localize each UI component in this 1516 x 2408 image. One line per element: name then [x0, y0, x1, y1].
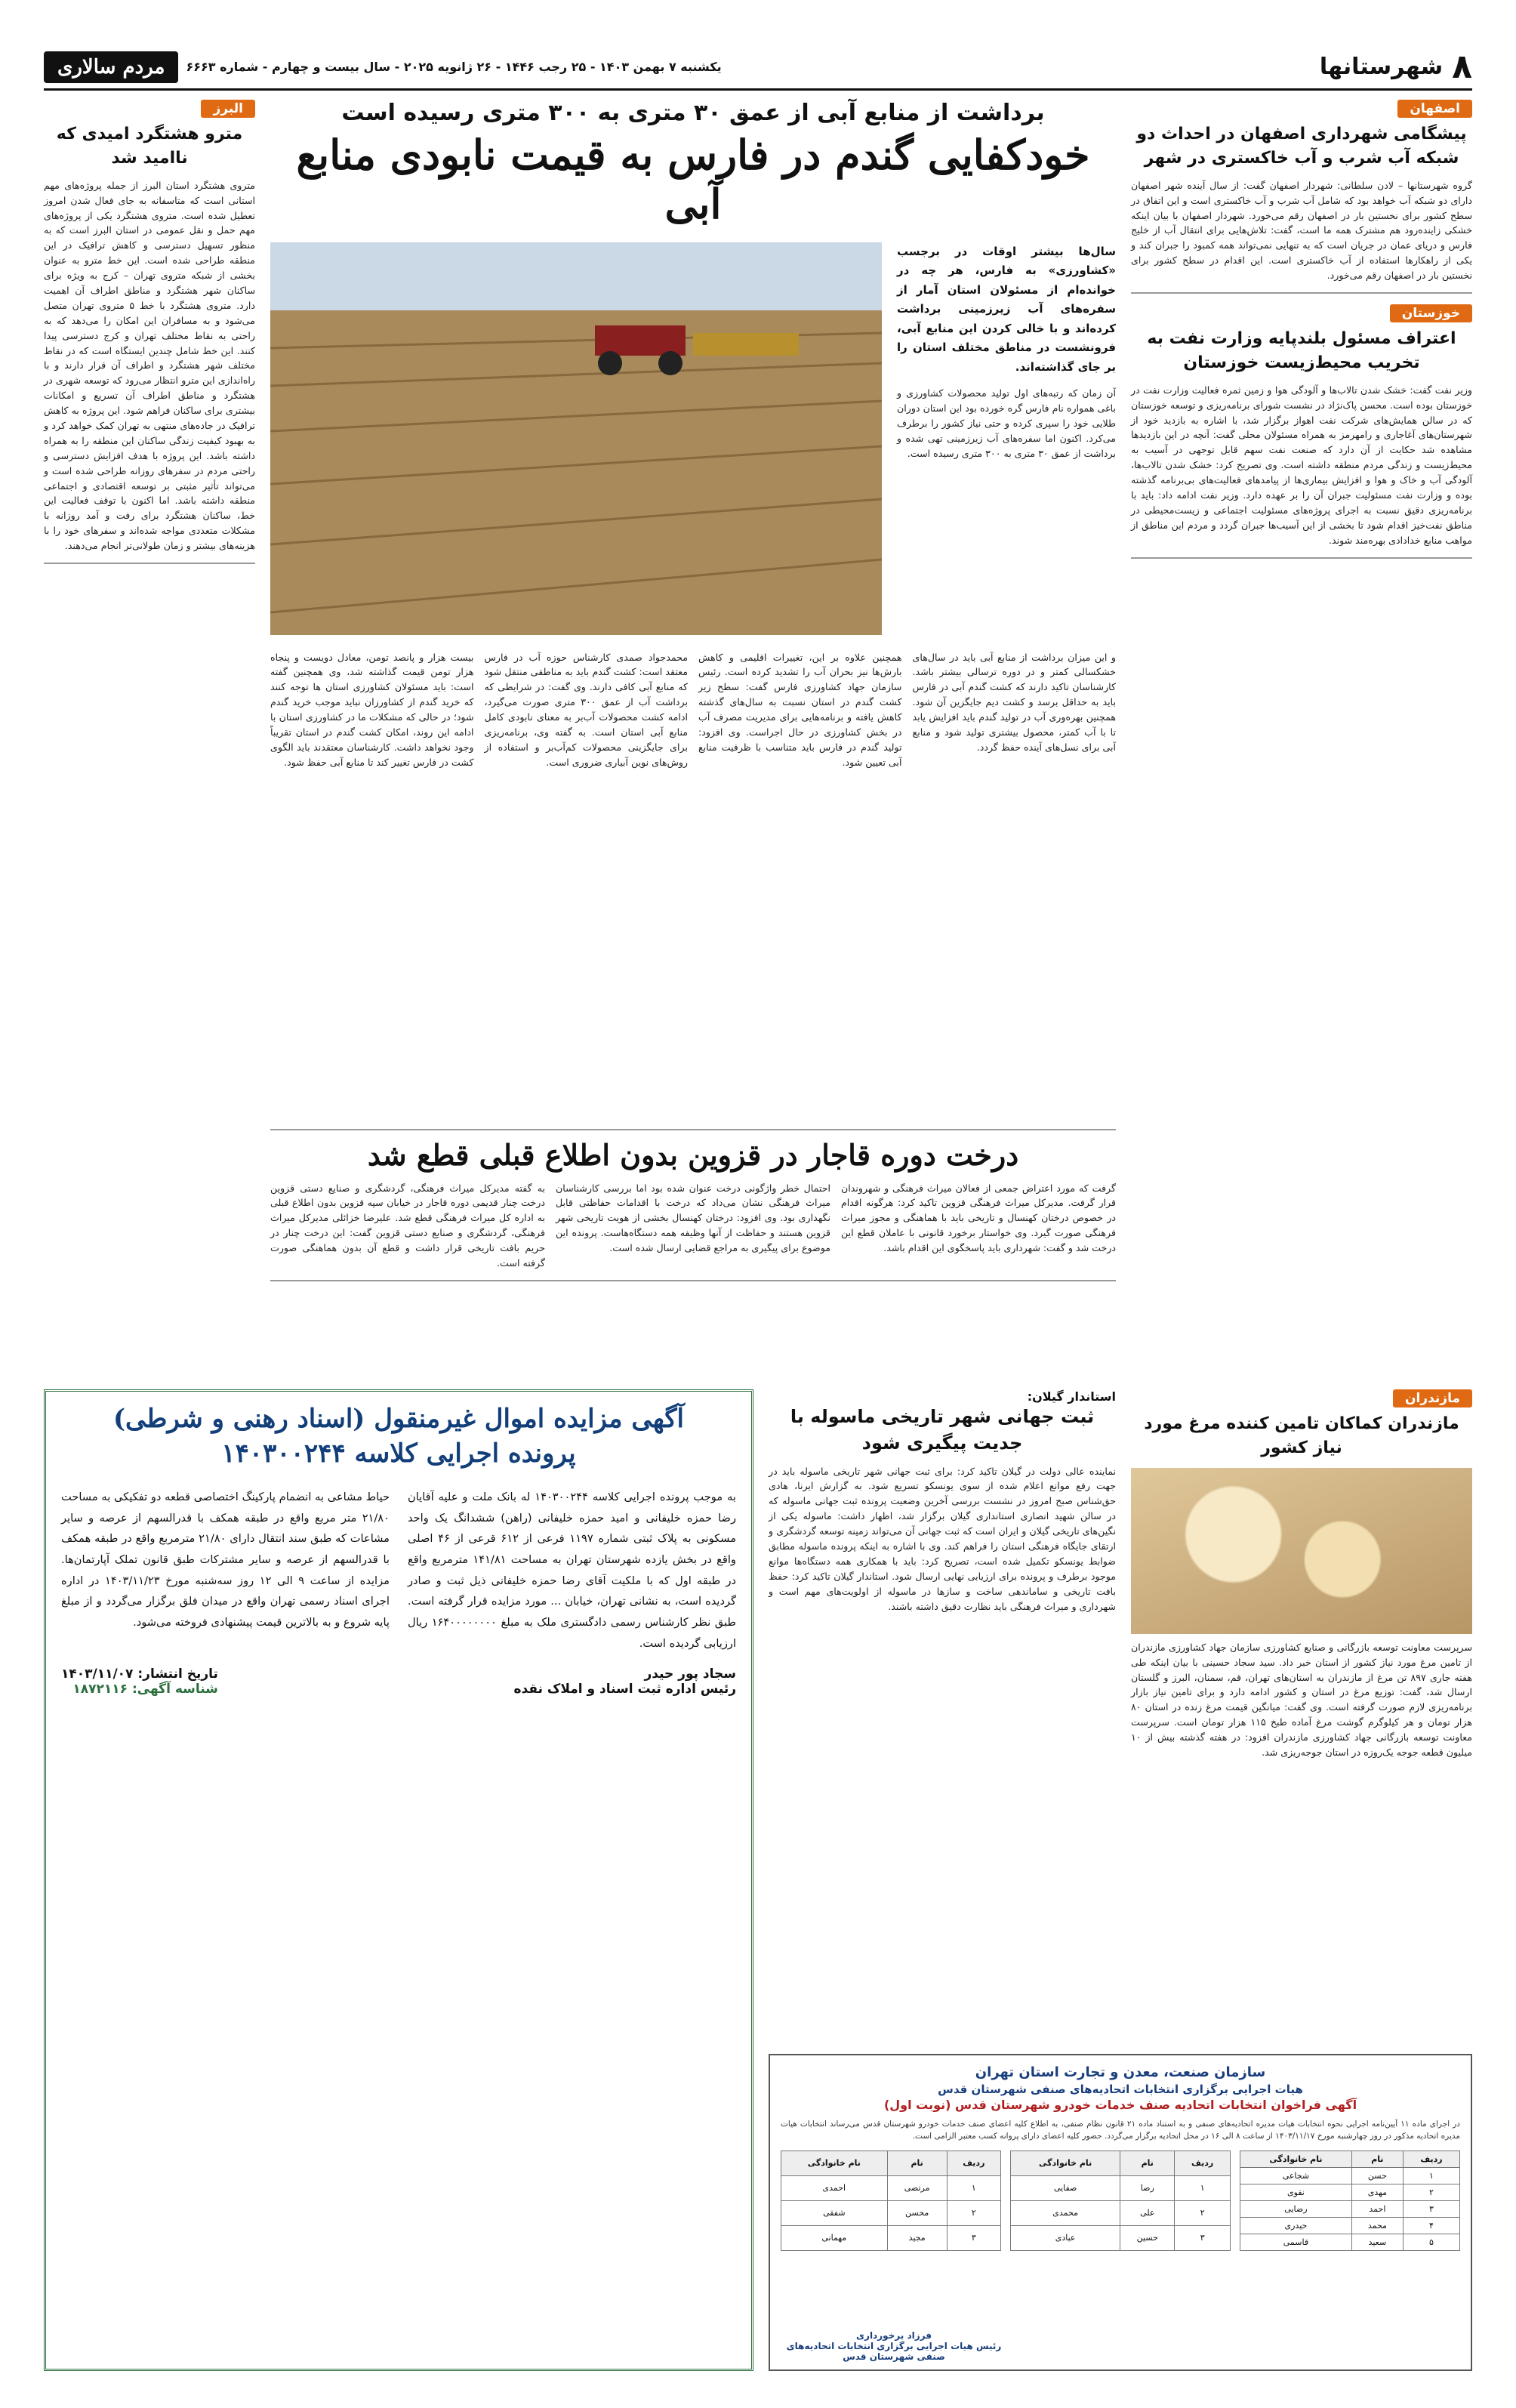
feature-headline: خودکفایی گندم در فارس به قیمت نابودی منابع آبی	[296, 131, 1090, 228]
feature-col-4: و این میزان برداشت از منابع آبی باید در سال‌های خشکسالی کمتر و در دوره ترسالی بیشتر باشد. کارشناسان تاکید دارند که کشت گندم آبی در فارس باید به حداقل برسد و کشت دیم جایگزین آن شود. همچنین بهره‌وری آب در تولید گندم باید افزایش یابد تا با آب کمتر، محصول بیشتری تولید شود و منابع آبی برای نسل‌های آینده حفظ گردد.	[912, 651, 1116, 753]
wheat-field-photo	[270, 242, 882, 635]
table-header-cell: ردیف	[1175, 2151, 1231, 2175]
feature-story	[270, 242, 1116, 1118]
ad-date: تاریخ انتشار: ۱۴۰۳/۱۱/۰۷	[61, 1666, 218, 1682]
auction-ad	[44, 1389, 753, 2371]
table-cell: ۴	[1403, 2217, 1459, 2234]
isfahan-headline: پیشگامی شهرداری اصفهان در احداث دو شبکه آب شرب و آب خاکستری در شهر	[1136, 125, 1467, 168]
isfahan-body: گروه شهرستانها – لادن سلطانی: شهردار اصفهان گفت: از سال آینده شهر اصفهان دارای دو شبکه آب خواهد بود که شامل آب شرب و آب خاکستری است و این اتفاق در سطح کشور برای نخستین بار در اصفهان رقم می‌خورد. شهردار اصفهان با بیان اینکه خشکی زاینده‌رود هم مشترک همه ما است، گفت: تلاش‌هایی برای انتقال آب از خلیج فارس و دریای عمان در جریان است که به تنهایی نمی‌تواند همه کمبود را جبران کند و یکی از راهکارها استفاده از آب خاکستری است. این اقدام در سطح کشور برای نخستین بار در اصفهان رقم می‌خورد.	[1131, 179, 1472, 282]
tag-isfahan: اصفهان	[1397, 100, 1472, 118]
table-cell: ۲	[947, 2200, 1000, 2225]
alborz-body: متروی هشتگرد استان البرز از جمله پروژه‌های مهم استانی است که متاسفانه به جای فعال شدن امروز تعطیل شده است. متروی هشتگرد یکی از پروژه‌های مهم حمل و نقل عمومی در استان البرز است که به منظور تسهیل دسترسی و کاهش ترافیک در این منطقه طراحی شده است. این خط مترو به عنوان بخشی از شبکه متروی تهران – کرج به ویژه برای ساکنان شهر هشتگرد و مناطق اطراف آن اهمیت دارد. متروی هشتگرد با خط ۵ متروی تهران متصل می‌شود و به مسافران این امکان را می‌دهد که به راحتی به نقاط مختلف تهران و کرج دسترسی پیدا کنند. این خط شامل چندین ایستگاه است که در نقاط مختلف شهر هشتگرد و اطراف آن قرار دارند و با راه‌اندازی این مترو انتظار می‌رود که توسعه شهری در هشتگرد و مناطق اطراف آن تسریع و امکانات بیشتری برای ساکنان فراهم شود. این پروژه به کاهش ترافیک در جاده‌های منتهی به تهران کمک خواهد کرد و به بهبود کیفیت زندگی ساکنان این منطقه را به همراه داشته باشد. این پروژه با هدف افزایش دسترسی و راحتی مردم در سفرهای روزانه طراحی شده است و می‌تواند تأثیر مثبتی بر توسعه اقتصادی و اجتماعی منطقه داشته باشد. اما اکنون با توقف فعالیت این خط، ساکنان هشتگرد برای رفت و آمد روزانه با مشکلات متعددی مواجه شده‌اند و سفرهای خود را با هزینه‌های بیشتر و زمان طولانی‌تر انجام می‌دهند.	[44, 179, 255, 552]
table-cell: سعید	[1351, 2234, 1403, 2250]
table-header-cell: نام خانوادگی	[781, 2151, 888, 2175]
table-header-row	[1240, 2151, 1460, 2167]
ad-code: شناسه آگهی: ۱۸۷۲۱۱۶	[72, 1681, 218, 1697]
table-cell: ۵	[1403, 2234, 1459, 2250]
tag-khuzestan: خوزستان	[1390, 304, 1472, 322]
table-cell: ۲	[1403, 2184, 1459, 2200]
masouleh-body: نماینده عالی دولت در گیلان تاکید کرد: برای ثبت جهانی شهر تاریخی ماسوله باید در جهت رفع موانع اعلام شده از سوی یونسکو تسریع شود. به گزارش ایرنا، هادی حق‌شناس صبح امروز در نشست بررسی آخرین وضعیت پرونده ثبت جهانی ماسوله که در سالن شهید انصاری استانداری گیلان برگزار شد، اظهار داشت: ماسوله یکی از نگین‌های تاریخی گیلان و ایران است که ثبت جهانی آن می‌تواند زمینه توسعه گردشگری و ارتقای جایگاه فرهنگی استان را فراهم کند. وی با اشاره به اینکه پرونده ماسوله مطابق ضوابط یونسکو تکمیل شده است، تصریح کرد: باید با همکاری همه دستگاه‌ها موانع موجود برطرف و پرونده برای ارزیابی نهایی ارسال شود. استاندار گیلان تاکید کرد: حفظ بافت تاریخی و ساماندهی ساخت و سازها در ماسوله از اولویت‌های مهم است و شهرداری و میراث فرهنگی باید نظارت دقیق داشته باشند.	[769, 1465, 1116, 1612]
table-cell: ۲	[1175, 2200, 1231, 2225]
table-row	[1011, 2200, 1231, 2225]
poultry-farm-photo	[1131, 1468, 1472, 1634]
table-cell: علی	[1120, 2200, 1175, 2225]
feature-lead-text: سال‌ها بیشتر اوقات در برجسب «کشاورزی» به فارس، هر چه در خوانده‌ام از مسئولان استان آمار از سفره‌های آب زیرزمینی برداشت کرده‌اند و با خالی کردن این منابع آبی، فرونشست در مناطق مختلف استان را بر جای گذاشته‌اند.	[897, 244, 1116, 374]
qazvin-col-3: گرفت که مورد اعتراض جمعی از فعالان میراث فرهنگی و شهروندان قرار گرفت. مدیرکل میراث فرهنگی قزوین تاکید کرد: هرگونه اقدام در خصوص درختان کهنسال و تاریخی باید با هماهنگی و مجوز میراث فرهنگی صورت گیرد. وی خواستار برخورد قانونی با عاملان قطع این درخت شد و گفت: شهرداری باید پاسخگوی این اقدام باشد.	[841, 1182, 1116, 1254]
table-cell: شفقی	[781, 2200, 888, 2225]
table-cell: عبادی	[1011, 2225, 1120, 2250]
feature-col-1: بیست هزار و پانصد تومن، معادل دویست و پنجاه هزار تومن قیمت گذاشته شد، وی همچنین گفته است: باید مسئولان کشاورزی استان ها توجه کنند که خرید گندم از کشاورزان نباید موجب خرید گندم شود؛ در حالی که مشکلات ما در کشاورزی استان با ادامه این روند، امکان کشت گندم در استان تقریباً وجود نخواهد داشت. کارشناسان معتقدند باید الگوی کشت در فارس تغییر کند تا منابع آبی حفظ شود.	[270, 651, 474, 768]
table-row	[781, 2225, 1001, 2250]
newspaper-logo	[44, 51, 722, 83]
feature-col-3: همچنین علاوه بر این، تغییرات اقلیمی و کاهش بارش‌ها نیز بحران آب را تشدید کرده است. رئیس سازمان جهاد کشاورزی فارس گفت: سطح زیر کشت گندم در استان نسبت به سال‌های گذشته کاهش یافته و برنامه‌هایی برای مدیریت مصرف آب در بخش کشاورزی در حال اجراست. وی افزود: تولید گندم در فارس باید متناسب با ظرفیت منابع آبی تعیین شود.	[698, 651, 902, 768]
table-cell: ۱	[1403, 2167, 1459, 2184]
notice-board: هیات اجرایی برگزاری انتخابات اتحادیه‌های صنفی شهرستان قدس	[938, 2083, 1303, 2097]
dateline: یکشنبه ۷ بهمن ۱۴۰۳ - ۲۵ رجب ۱۴۴۶ - ۲۶ ژانویه ۲۰۲۵ - سال بیست و چهارم - شماره ۶۶۶۳	[186, 60, 722, 74]
table-row	[781, 2175, 1001, 2200]
story-mazandaran	[1131, 1389, 1472, 1760]
notice-org: سازمان صنعت، معدن و تجارت استان تهران	[975, 2064, 1266, 2080]
table-row	[1240, 2200, 1460, 2217]
table-cell: حسین	[1120, 2225, 1175, 2250]
table-cell: ۳	[1175, 2225, 1231, 2250]
table-header-cell: نام خانوادگی	[1240, 2151, 1352, 2167]
table-cell: رضا	[1120, 2175, 1175, 2200]
table-header-cell: نام	[1120, 2151, 1175, 2175]
qazvin-col-1: به گفته مدیرکل میراث فرهنگی، گردشگری و صنایع دستی قزوین درخت چنار قدیمی دوره قاجار در خیابان سپه قزوین بدون اطلاع قبلی به اداره کل میراث فرهنگی قطع شد. علیرضا خزائلی مدیرکل میراث فرهنگی، گردشگری و صنایع دستی قزوین گفت: این درخت چنار در حریم بافت تاریخی قرار داشت و قطع آن بدون هماهنگی صورت گرفته است.	[270, 1182, 545, 1269]
table-cell: مهمانی	[781, 2225, 888, 2250]
table-row	[1011, 2175, 1231, 2200]
ad-signer-title: رئیس اداره ثبت اسناد و املاک نقده	[513, 1681, 736, 1697]
table-cell: مجید	[887, 2225, 947, 2250]
candidate-table-left	[1010, 2151, 1231, 2251]
table-cell: احمد	[1351, 2200, 1403, 2217]
masouleh-headline: ثبت جهانی شهر تاریخی ماسوله با جدیت پیگیری شود	[790, 1406, 1095, 1454]
khuzestan-headline: اعتراف مسئول بلندپایه وزارت نفت به تخریب محیط‌زیست خوزستان	[1147, 329, 1456, 372]
ad-signer: سجاد پور حیدر	[644, 1666, 736, 1682]
masthead	[44, 45, 1472, 91]
table-row	[1240, 2217, 1460, 2234]
story-masouleh	[769, 1389, 1116, 1614]
story-khuzestan	[1131, 304, 1472, 559]
section-header	[1320, 48, 1472, 86]
notice-footer: فرزاد برخورداری رئیس هیات اجرایی برگزاری انتخابات اتحادیه‌های صنفی شهرستان قدس	[786, 2330, 1002, 2362]
table-header-cell: نام	[1351, 2151, 1403, 2167]
candidate-table-alt	[781, 2151, 1001, 2251]
section-title: شهرستانها	[1319, 54, 1444, 80]
table-row	[781, 2200, 1001, 2225]
mazandaran-headline: مازندران کماکان تامین کننده مرغ مورد نیاز کشور	[1144, 1414, 1459, 1457]
mazandaran-body: سرپرست معاونت توسعه بازرگانی و صنایع کشاورزی سازمان جهاد کشاورزی مازندران از تامین مرغ مورد نیاز کشور از استان خبر داد. سید سجاد حسینی با بیان اینکه طی هفته جاری ۸۹۷ تن مرغ از مازندران به استان‌های تهران، قم، سمنان، البرز و گلستان ارسال شد، گفت: توزیع مرغ در استان و کشور ادامه دارد و برای تامین نیاز بازار برنامه‌ریزی لازم صورت گرفته است. وی گفت: میانگین قیمت مرغ زنده در استان ۸۰ هزار تومان و هر کیلوگرم گوشت مرغ آماده طبخ ۱۱۵ هزار تومان است. سرپرست معاونت توسعه بازرگانی جهاد کشاورزی مازندران افزود: در هفته گذشته بیش از ۱۰ میلیون قطعه جوجه یک‌روزه در استان جوجه‌ریزی شد.	[1131, 1641, 1472, 1759]
table-cell: حیدری	[1240, 2217, 1352, 2234]
alborz-headline: مترو هشتگرد امیدی که ناامید شد	[56, 125, 243, 168]
table-cell: ۱	[947, 2175, 1000, 2200]
table-header-cell: ردیف	[1403, 2151, 1459, 2167]
ad-col-1: به موجب پرونده اجرایی کلاسه ۱۴۰۳۰۰۲۴۴ له بانک ملت و علیه آقایان رضا حمزه خلیفانی و امید حمزه خلیفانی (راهن) ششدانگ یک واحد مسکونی به پلاک ثبتی شماره ۱۱۹۷ فرعی از ۶۱۲ قرعی از ۴۶ اصلی واقع در بخش یازده شهرستان تهران به مساحت ۱۴۱/۸۱ مترمربع واقع در طبقه اول که با ملکیت آقای رضا حمزه خلیفانی ذیل ثبت و صادر گردیده است، به نشانی تهران، خیابان ... مورد مزایده قرار گرفته است. طبق نظر کارشناس رسمی دادگستری ملک به مبلغ ۱۶۴۰۰۰۰۰۰۰۰ ریال ارزیابی گردیده است.	[408, 1490, 737, 1650]
ad-title-2: پرونده اجرایی کلاسه ۱۴۰۳۰۰۲۴۴	[221, 1438, 576, 1469]
table-header-cell: نام خانوادگی	[1011, 2151, 1120, 2175]
page-number: ۸	[1452, 48, 1472, 86]
table-cell: محمدی	[1011, 2200, 1120, 2225]
story-qazvin	[270, 1129, 1116, 1281]
candidate-table-right	[1240, 2151, 1460, 2251]
tractor-field-illustration	[270, 242, 882, 635]
ad-signature	[61, 1666, 736, 1697]
middle-column	[270, 100, 1116, 1292]
table-cell: محسن	[887, 2200, 947, 2225]
masouleh-kicker: استاندار گیلان:	[1027, 1389, 1116, 1404]
table-cell: احمدی	[781, 2175, 888, 2200]
table-row	[1011, 2225, 1231, 2250]
table-cell: قاسمی	[1240, 2234, 1352, 2250]
story-alborz	[44, 100, 255, 564]
ad-body	[61, 1487, 736, 1654]
ad-col-2: حیاط مشاعی به انضمام پارکینگ اختصاصی قطعه دو تفکیکی به مساحت ۲۱/۸۰ متر مربع واقع در طبقه همکف با قدرالسهم از عرصه و سایر مشاعات که طبق سند انتقال دارای ۲۱/۸۰ مترمربع واقع در طبقه همکف با قدرالسهم از عرصه و سایر مشترکات طبق قانون تملک آپارتمان‌ها. مزایده از ساعت ۹ الی ۱۲ روز سه‌شنبه مورخ ۱۴۰۳/۱۱/۲۳ در اداره اجرای اسناد رسمی تهران واقع در میدان فلق برگزار می‌گردد و از مبلغ پایه شروع و به بالاترین قیمت پیشنهادی فروخته می‌شود.	[61, 1490, 390, 1629]
table-cell: مهدی	[1351, 2184, 1403, 2200]
tag-mazandaran: مازندران	[1393, 1389, 1472, 1407]
feature-col-2: محمدجواد صمدی کارشناس حوزه آب در فارس معتقد است: کشت گندم باید به مناطقی منتقل شود که منابع آبی کافی دارند. وی گفت: در شرایطی که برداشت آب از عمق ۳۰۰ متری صورت می‌گیرد، ادامه کشت محصولات آب‌بر به معنای نابودی کامل منابع آبی استان است. به گفته وی، برنامه‌ریزی برای جایگزینی محصولات کم‌آب‌بر و استفاده از روش‌های نوین آبیاری ضروری است.	[484, 651, 688, 768]
right-column	[1131, 100, 1472, 569]
table-header-cell: نام	[887, 2151, 947, 2175]
table-cell: شجاعی	[1240, 2167, 1352, 2184]
table-header-row	[781, 2151, 1001, 2175]
table-cell: محمد	[1351, 2217, 1403, 2234]
notice-title: آگهی فراخوان انتخابات اتحادیه صنف خدمات خودرو شهرستان قدس (نوبت اول)	[883, 2098, 1357, 2113]
notice-text: در اجرای ماده ۱۱ آیین‌نامه اجرایی نحوه انتخابات هیات مدیره اتحادیه‌های صنفی و به استناد ماده ۲۱ قانون نظام صنفی، به اطلاع کلیه اعضای صنف خدمات خودرو شهرستان قدس می‌رساند انتخابات هیات مدیره اتحادیه مذکور در روز چهارشنبه مورخ ۱۴۰۳/۱۱/۱۷ از ساعت ۸ الی ۱۶ در محل اتحادیه برگزار می‌گردد. حضور کلیه اعضای دارای پروانه کسب معتبر الزامی است.	[781, 2120, 1460, 2141]
table-row	[1240, 2184, 1460, 2200]
table-cell: صفایی	[1011, 2175, 1120, 2200]
feature-lead-body: آن زمان که رتبه‌های اول تولید محصولات کشاورزی و باغی همواره نام فارس گره خورده بود این استان دوران طلایی خود را سپری کرده و حتی نیاز کشور را برطرف می‌کرد. اکنون اما سفره‌های آب زیرزمینی تهی شده و برداشت از عمق ۳۰ متری به ۳۰۰ متری رسیده است.	[897, 387, 1116, 459]
table-cell: ۳	[947, 2225, 1000, 2250]
table-cell: ۱	[1175, 2175, 1231, 2200]
feature-lead	[897, 242, 1116, 461]
table-cell: رضایی	[1240, 2200, 1352, 2217]
table-row	[1240, 2234, 1460, 2250]
table-cell: مرتضی	[887, 2175, 947, 2200]
feature-body-columns	[270, 650, 1116, 770]
election-notice	[769, 2054, 1472, 2371]
table-header-row	[1011, 2151, 1231, 2175]
story-isfahan	[1131, 100, 1472, 294]
tag-alborz: البرز	[201, 100, 255, 118]
table-cell: ۳	[1403, 2200, 1459, 2217]
table-row	[1240, 2167, 1460, 2184]
qazvin-col-2: احتمال خطر واژگونی درخت عنوان شده بود اما بررسی کارشناسان میراث فرهنگی نشان می‌داد که درخت با اقدامات حفاظتی قابل نگهداری بود. وی افزود: درختان کهنسال بخشی از هویت تاریخی شهر قزوین هستند و حفاظت از آنها وظیفه همه دستگاه‌هاست. پرونده این موضوع برای پیگیری به مراجع قضایی ارسال شده است.	[556, 1182, 830, 1254]
qazvin-headline: درخت دوره قاجار در قزوین بدون اطلاع قبلی قطع شد	[367, 1137, 1019, 1172]
khuzestan-body: وزیر نفت گفت: خشک شدن تالاب‌ها و آلودگی هوا و زمین ثمره فعالیت وزارت نفت در خوزستان بوده است. محسن پاک‌نژاد در نشست شورای برنامه‌ریزی و توسعه خوزستان که در سالن همایش‌های شرکت نفت اهواز برگزار شد، با اشاره به بازدید خود از شهرستان‌های آغاجاری و رامهرمز به همراه مسئولان محلی گفت: آنچه در این بازدیدها مشاهده شد حکایت از آن دارد که صنعت نفت سهم قابل توجهی در آسیب به محیط‌زیست و زندگی مردم منطقه داشته است. وی تصریح کرد: خشک شدن تالاب‌ها، آلودگی آب و خاک و هوا و افزایش بیماری‌ها از پیامدهای فعالیت‌های بی‌برنامه گذشته بوده و وزارت نفت مسئولیت جبران آن را بر عهده دارد. وزیر نفت ادامه داد: باید با برنامه‌ریزی دقیق نسبت به اجرای پروژه‌های مسئولیت اجتماعی و زیست‌محیطی در مناطق نفت‌خیز اقدام شود تا بخشی از این آسیب‌ها جبران گردد و مردم این مناطق از مواهب منابع خدادادی بهره‌مند شوند.	[1131, 384, 1472, 546]
table-cell: حسن	[1351, 2167, 1403, 2184]
feature-kicker: برداشت از منابع آبی از عمق ۳۰ متری به ۳۰۰ متری رسیده است	[341, 100, 1045, 126]
ad-title-1: آگهی مزایده اموال غیرمنقول (اسناد رهنی و شرطی)	[112, 1404, 685, 1434]
logo-text: مردم سالاری	[44, 51, 178, 83]
table-header-cell: ردیف	[947, 2151, 1000, 2175]
left-column	[44, 100, 255, 575]
table-cell: نقوی	[1240, 2184, 1352, 2200]
candidate-tables	[781, 2151, 1460, 2251]
